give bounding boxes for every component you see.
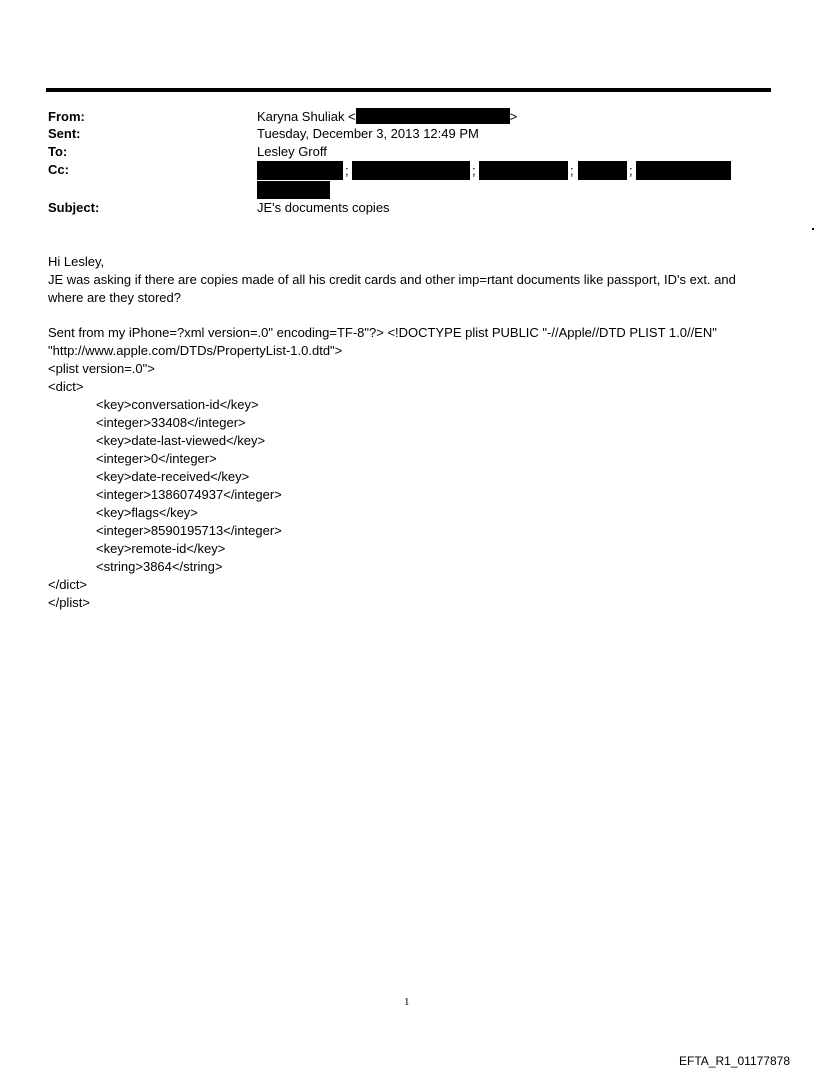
- dict-open: <dict>: [48, 379, 84, 394]
- page-number: 1: [404, 996, 410, 1008]
- subject-label: Subject:: [48, 200, 100, 215]
- dict-line: <string>3864</string>: [96, 559, 223, 574]
- cc-label: Cc:: [48, 162, 69, 177]
- redaction-box: [352, 161, 470, 180]
- dict-line: <integer>1386074937</integer>: [96, 487, 282, 502]
- dtd-url-line: "http://www.apple.com/DTDs/PropertyList-1.0.dtd">: [48, 343, 343, 358]
- dict-close: </dict>: [48, 577, 88, 592]
- cc-separator: ;: [570, 163, 574, 178]
- cc-separator: ;: [345, 163, 349, 178]
- redaction-box: [578, 161, 627, 180]
- stray-mark: [812, 228, 814, 230]
- to-value: Lesley Groff: [257, 144, 327, 159]
- document-id: EFTA_R1_01177878: [679, 1054, 790, 1068]
- redaction-box: [479, 161, 568, 180]
- sent-from-line: Sent from my iPhone=?xml version=.0" encoding=TF-8"?> <!DOCTYPE plist PUBLIC "-//Apple//DTD PLIST 1.0//EN": [48, 325, 717, 340]
- plist-close: </plist>: [48, 595, 90, 610]
- from-close: >: [509, 109, 518, 124]
- redaction-box: [257, 181, 330, 199]
- sent-value: Tuesday, December 3, 2013 12:49 PM: [257, 126, 479, 141]
- redaction-box: [257, 161, 343, 180]
- to-label: To:: [48, 144, 68, 159]
- plist-open: <plist version=.0">: [48, 361, 155, 376]
- cc-separator: ;: [629, 163, 633, 178]
- redaction-box: [356, 108, 510, 124]
- sent-label: Sent:: [48, 126, 81, 141]
- dict-line: <integer>0</integer>: [96, 451, 217, 466]
- dict-line: <key>conversation-id</key>: [96, 397, 259, 412]
- cc-separator: ;: [472, 163, 476, 178]
- body-line-2: where are they stored?: [48, 290, 181, 305]
- from-name: Karyna Shuliak <: [257, 109, 356, 124]
- dict-line: <integer>33408</integer>: [96, 415, 246, 430]
- from-label: From:: [48, 109, 85, 124]
- dict-line: <key>remote-id</key>: [96, 541, 226, 556]
- header-rule: [46, 88, 771, 92]
- redaction-box: [636, 161, 731, 180]
- body-line-1: JE was asking if there are copies made of all his credit cards and other imp=rtant documents like passport, ID's ext. and: [48, 272, 736, 287]
- from-value: [257, 108, 517, 125]
- greeting: Hi Lesley,: [48, 254, 105, 269]
- subject-value: JE's documents copies: [257, 200, 390, 215]
- dict-line: <key>date-received</key>: [96, 469, 250, 484]
- dict-line: <key>date-last-viewed</key>: [96, 433, 266, 448]
- dict-line: <integer>8590195713</integer>: [96, 523, 282, 538]
- dict-line: <key>flags</key>: [96, 505, 198, 520]
